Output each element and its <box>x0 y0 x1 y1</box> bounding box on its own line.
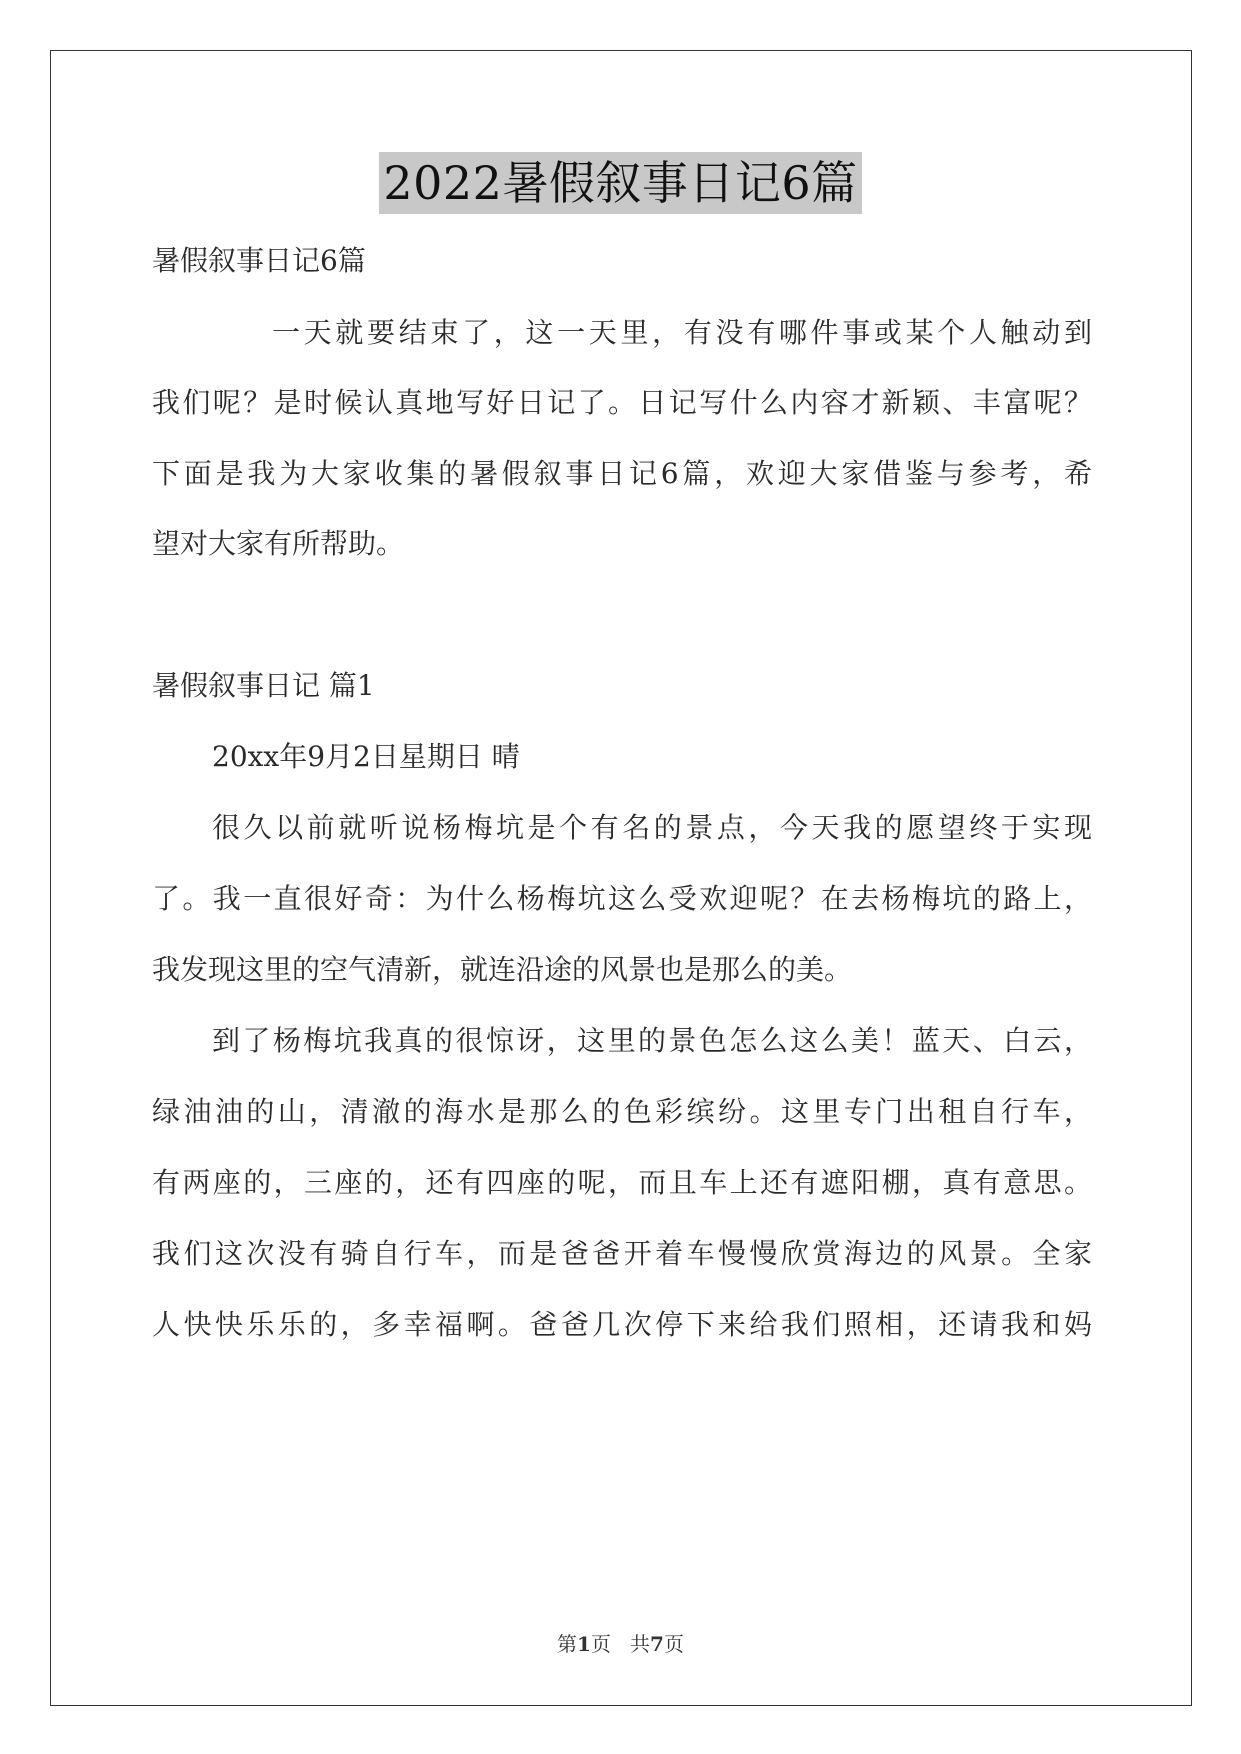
footer-page-suffix: 页 <box>590 1632 611 1656</box>
title-container <box>0 152 1241 214</box>
footer-total-prefix: 共 <box>630 1632 651 1656</box>
date-line: 20xx年9月2日星期日 晴 <box>212 740 520 773</box>
section-heading: 暑假叙事日记 篇1 <box>152 669 375 702</box>
document-title: 2022暑假叙事日记6篇 <box>379 152 861 214</box>
subtitle: 暑假叙事日记6篇 <box>152 244 366 277</box>
body-line: 有两座的，三座的，还有四座的呢，而且车上还有遮阳棚，真有意思。 <box>152 1166 1092 1199</box>
body-line: 我们这次没有骑自行车，而是爸爸开着车慢慢欣赏海边的风景。全家 <box>152 1237 1092 1270</box>
footer-total-number: 7 <box>650 1632 664 1656</box>
intro-line: 我们呢？是时候认真地写好日记了。日记写什么内容才新颖、丰富呢？ <box>152 386 1092 419</box>
body-line: 人快快乐乐的，多幸福啊。爸爸几次停下来给我们照相，还请我和妈 <box>152 1308 1092 1341</box>
body-line: 绿油油的山，清澈的海水是那么的色彩缤纷。这里专门出租自行车， <box>152 1095 1092 1128</box>
body-line: 我发现这里的空气清新，就连沿途的风景也是那么的美。 <box>152 953 853 986</box>
page-border <box>50 50 1192 1706</box>
intro-line: 一天就要结束了，这一天里，有没有哪件事或某个人触动到 <box>272 316 1092 349</box>
intro-line: 下面是我为大家收集的暑假叙事日记6篇，欢迎大家借鉴与参考，希 <box>152 457 1092 490</box>
body-line: 很久以前就听说杨梅坑是个有名的景点，今天我的愿望终于实现 <box>212 811 1092 844</box>
footer-page-prefix: 第 <box>557 1632 578 1656</box>
footer-total-suffix: 页 <box>663 1632 684 1656</box>
body-line: 到了杨梅坑我真的很惊讶，这里的景色怎么这么美！蓝天、白云， <box>212 1024 1092 1057</box>
page-footer <box>0 1628 1241 1657</box>
intro-line: 望对大家有所帮助。 <box>152 527 405 560</box>
footer-page-number: 1 <box>577 1632 591 1656</box>
body-line: 了。我一直很好奇：为什么杨梅坑这么受欢迎呢？在去杨梅坑的路上， <box>152 882 1092 915</box>
